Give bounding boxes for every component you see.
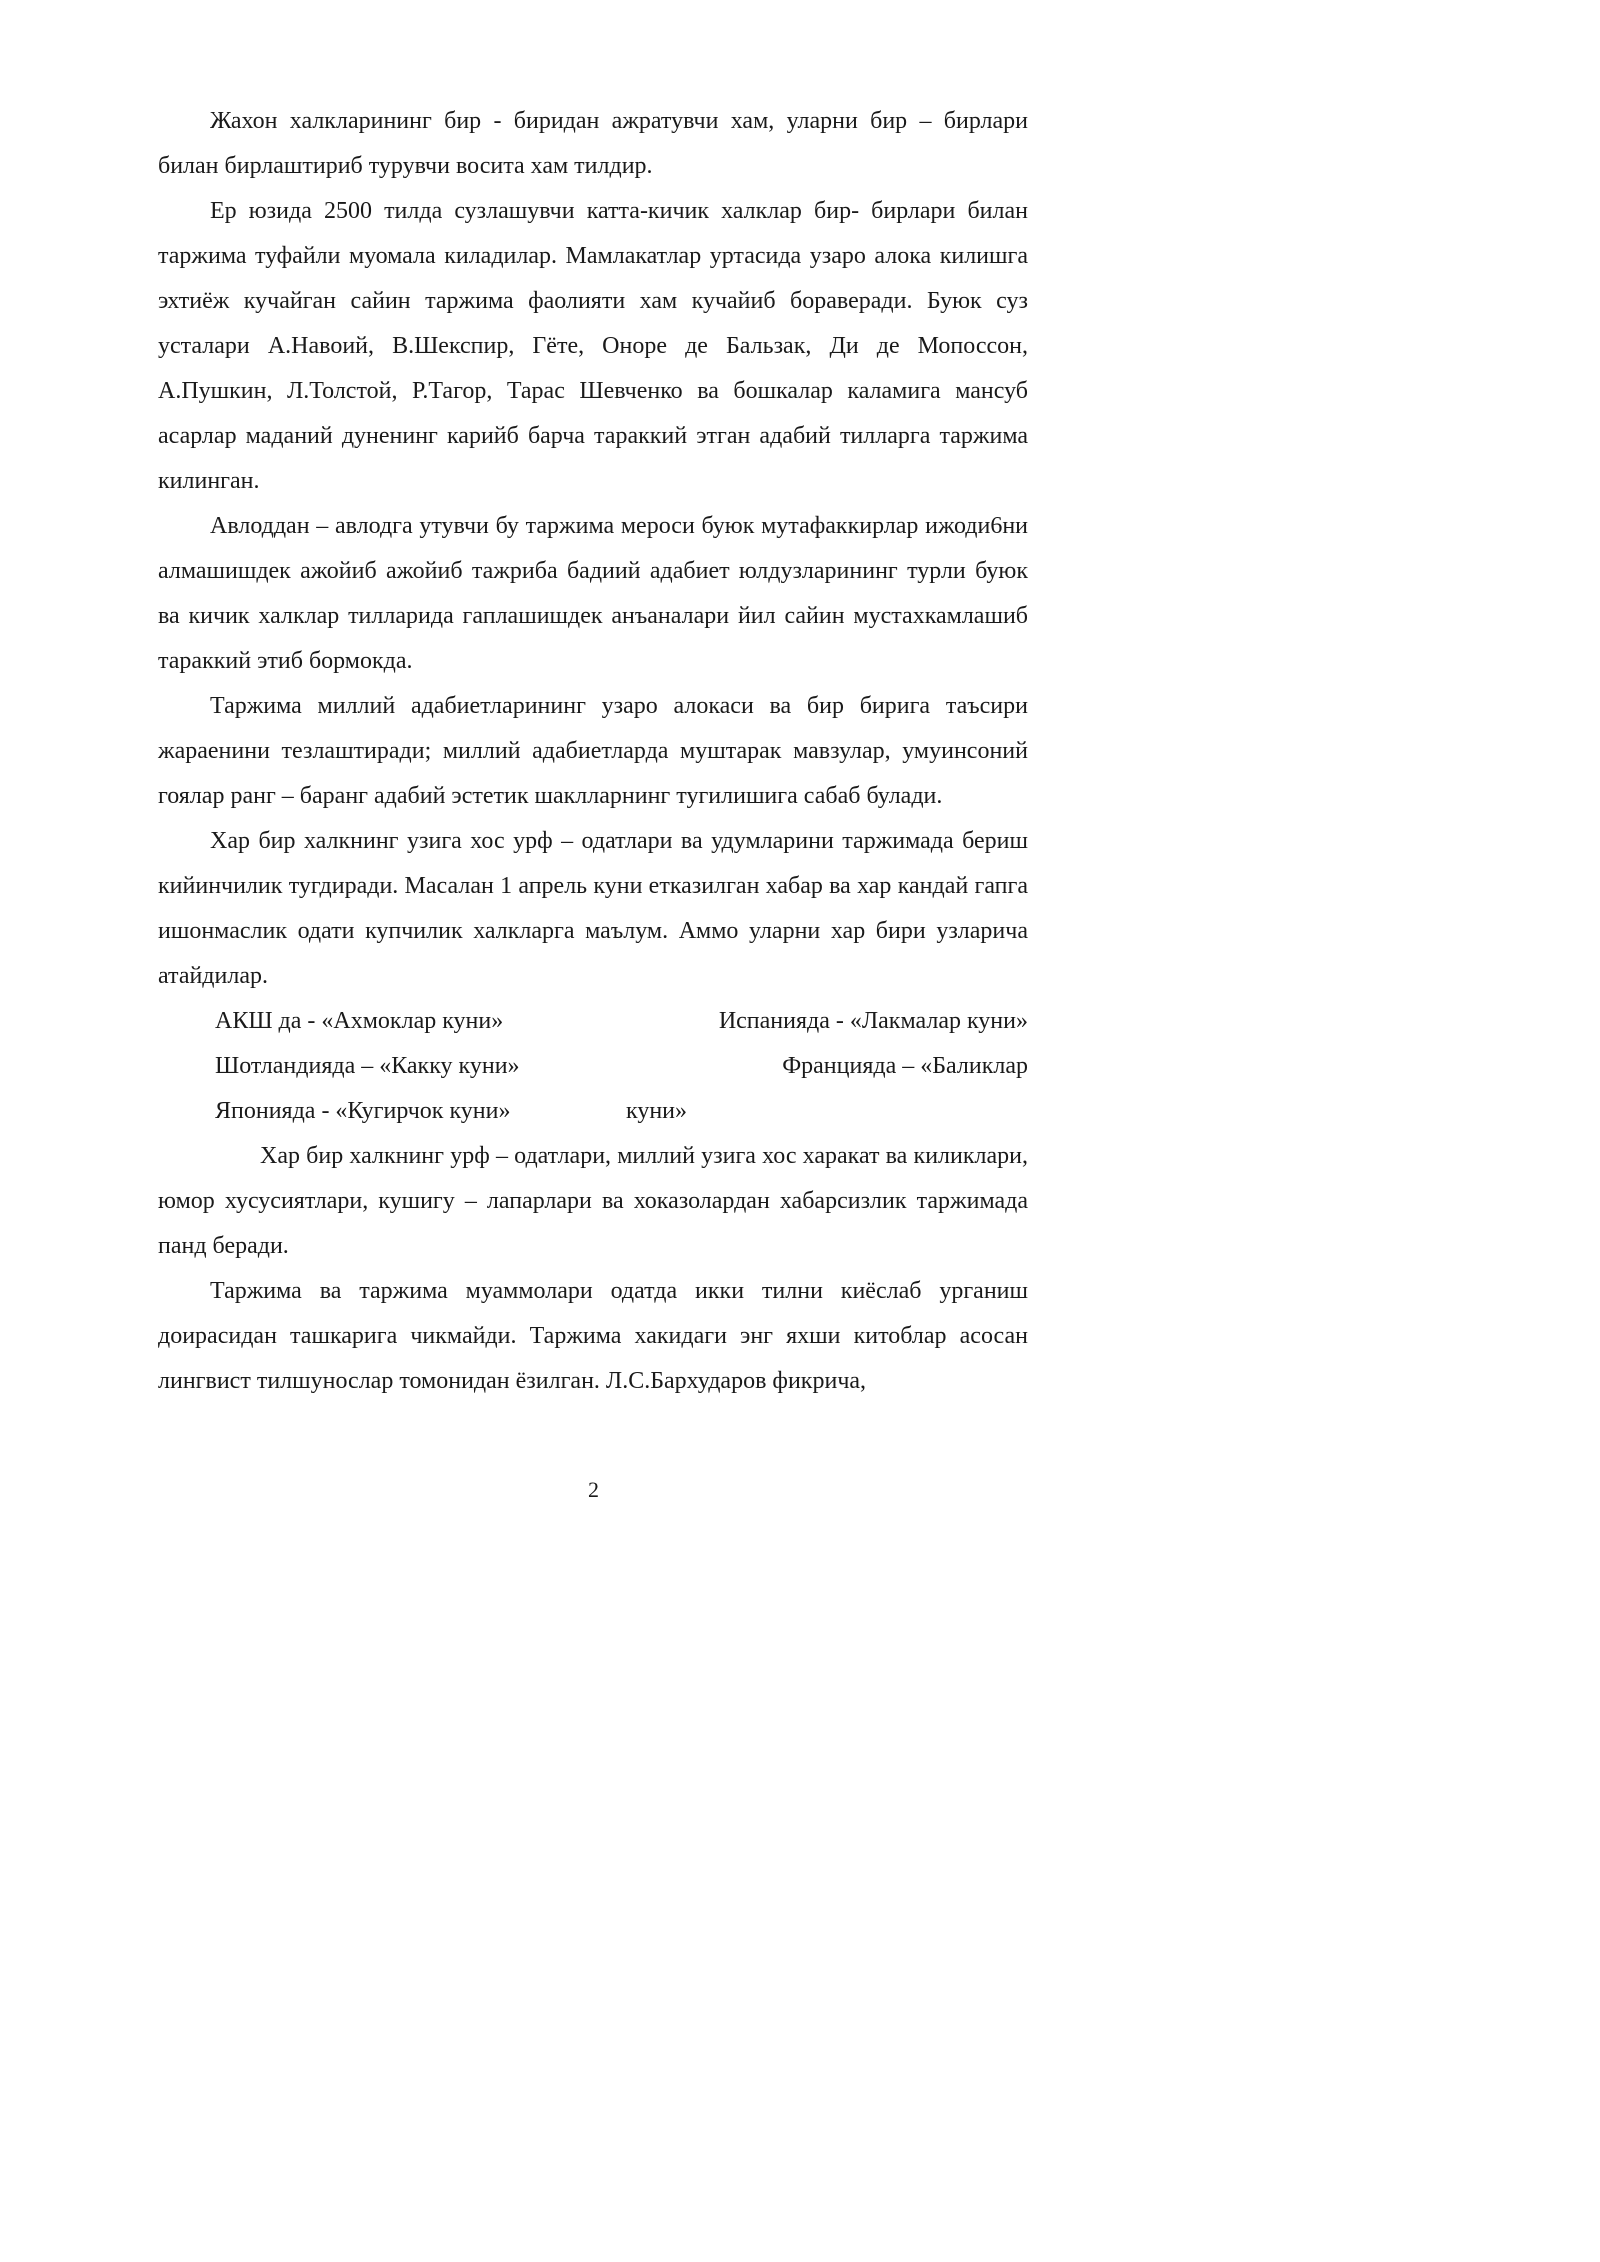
page-number: 2 (588, 1477, 599, 1502)
document-page (0, 0, 1102, 1558)
day-name-japan: Японияда - «Кугирчок куни» (215, 1098, 511, 1124)
april-fools-day-names (158, 999, 1028, 1134)
day-name-scotland: Шотландияда – «Какку куни» (215, 1053, 520, 1079)
paragraph-translation-world: Ер юзида 2500 тилда сузлашувчи катта-кичик халклар бир- бирлари билан таржима туфайли муомала киладилар. Мамлакатлар уртасида узаро алока килишга эхтиёж кучайган сайин таржима фаолияти хам кучайиб бораверади. Буюк суз усталари А.Навоий, В.Шекспир, Гёте, Оноре де Бальзак, Ди де Мопоссон, А.Пушкин, Л.Толстой, Р.Тагор, Тарас Шевченко ва бошкалар каламига мансуб асарлар маданий дуненинг карийб барча тараккий этган адабий тилларга таржима килинган. (158, 198, 1028, 494)
day-name-usa: АКШ да - «Ахмоклар куни» (215, 1008, 504, 1034)
day-name-france-continued: куни» (626, 1098, 688, 1124)
paragraph-translation-problems: Таржима ва таржима муаммолари одатда икки тилни киёслаб урганиш доирасидан ташкарига чикмайди. Таржима хакидаги энг яхши китоблар асосан лингвист тилшунослар томонидан ёзилган. Л.С.Бархударов фикрича, (158, 1278, 1028, 1394)
paragraph-national-literatures: Таржима миллий адабиетларининг узаро алокаси ва бир бирига таъсири жараенини тезлаштиради; миллий адабиетларда муштарак мавзулар, умуинсоний гоялар ранг – баранг адабий эстетик шаклларнинг тугилишига сабаб булади. (158, 693, 1028, 809)
paragraph-languages-intro: Жахон халкларининг бир - биридан ажратувчи хам, уларни бир – бирлари билан бирлаштириб турувчи восита хам тилдир. (158, 108, 1028, 179)
day-name-france: Францияда – «Баликлар (782, 1053, 1028, 1079)
paragraph-customs-humor: Хар бир халкнинг урф – одатлари, миллий узига хос харакат ва киликлари, юмор хусусиятлари, кушигу – лапарлари ва хоказолардан хабарсизлик таржимада панд беради. (158, 1143, 1028, 1259)
document-body (158, 99, 1028, 1404)
day-name-spain: Испанияда - «Лакмалар куни» (718, 1008, 1028, 1034)
paragraph-translation-heritage: Авлоддан – авлодга утувчи бу таржима мероси буюк мутафаккирлар ижоди6ни алмашишдек ажойиб ажойиб тажриба бадиий адабиет юлдузларининг турли буюк ва кичик халклар тилларида гаплашишдек анъаналари йил сайин мустахкамлашиб тараккий этиб бормокда. (158, 513, 1028, 674)
paragraph-customs-april: Хар бир халкнинг узига хос урф – одатлари ва удумларини таржимада бериш кийинчилик тугдиради. Масалан 1 апрель куни етказилган хабар ва хар кандай гапга ишонмаслик одати купчилик халкларга маълум. Аммо уларни хар бири узларича атайдилар. (158, 828, 1028, 989)
